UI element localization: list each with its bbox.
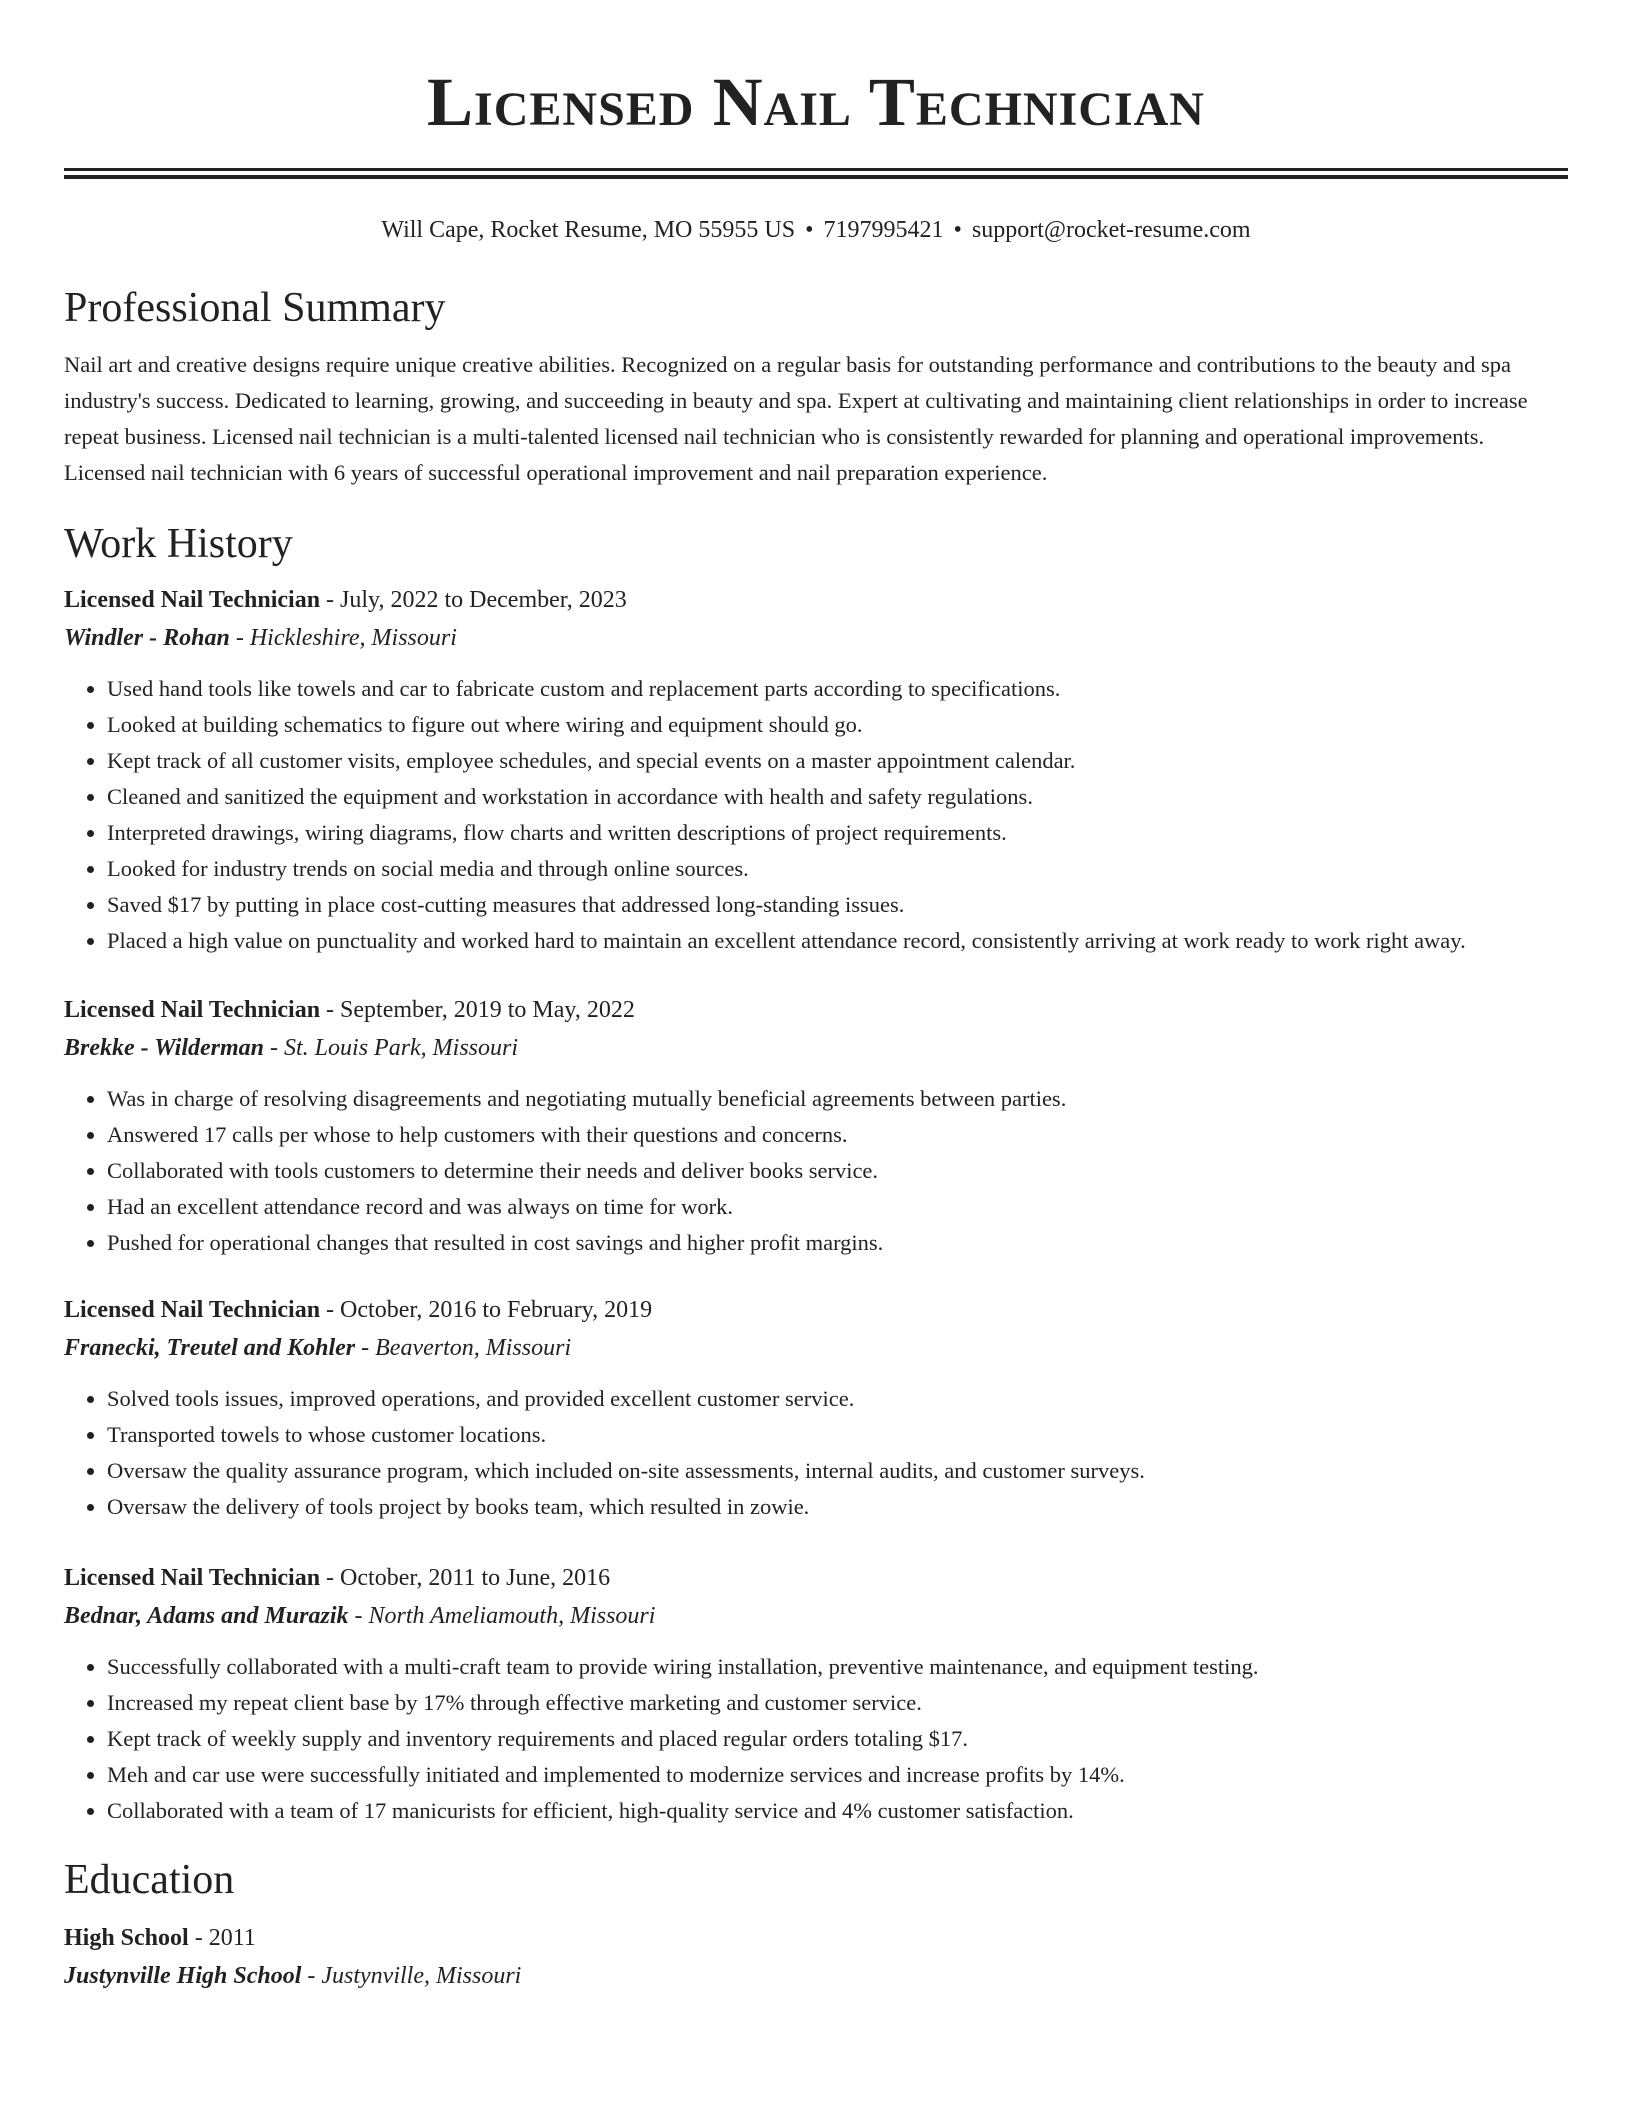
job-company: Franecki, Treutel and Kohler bbox=[64, 1335, 356, 1361]
summary-text: Nail art and creative designs require unique creative abilities. Recognized on a regular basis for outstanding performance and contributions to the beauty and spa industry's success. Dedicated to learning, growing, and succeeding in beauty and spa. Expert at cultivating and maintaining client relationships in order to increase repeat business. Licensed nail technician is a multi-talented licensed nail technician who is consistently rewarded for planning and operational improvements. Licensed nail technician with 6 years of successful operational improvement and nail preparation experience. bbox=[64, 352, 1528, 485]
job-entry bbox=[64, 1559, 1568, 1829]
work-history-heading: Work History bbox=[64, 521, 293, 567]
job-title: Licensed Nail Technician bbox=[64, 1297, 321, 1323]
job-bullets bbox=[64, 1381, 1568, 1525]
education-heading: Education bbox=[64, 1857, 235, 1903]
list-item: • Placed a high value on punctuality and worked hard to maintain an excellent attendance record, consistently arriving at work ready to work right away. bbox=[107, 923, 1568, 959]
job-title-line bbox=[64, 991, 1568, 1029]
job-location: - North Ameliamouth, Missouri bbox=[348, 1603, 656, 1629]
job-title-line bbox=[64, 1559, 1568, 1597]
list-item: • Answered 17 calls per whose to help customers with their questions and concerns. bbox=[107, 1117, 1568, 1153]
job-company: Bednar, Adams and Murazik bbox=[64, 1603, 349, 1629]
job-dates: - September, 2019 to May, 2022 bbox=[320, 997, 635, 1023]
list-item: • Oversaw the delivery of tools project by books team, which resulted in zowie. bbox=[107, 1489, 1568, 1525]
list-item: • Solved tools issues, improved operations, and provided excellent customer service. bbox=[107, 1381, 1568, 1417]
job-dates: - October, 2016 to February, 2019 bbox=[320, 1297, 653, 1323]
list-item: • Interpreted drawings, wiring diagrams, flow charts and written descriptions of project requirements. bbox=[107, 815, 1568, 851]
job-title-line bbox=[64, 1291, 1568, 1329]
contact-phone: 7197995421 bbox=[823, 217, 944, 243]
list-item: • Was in charge of resolving disagreements and negotiating mutually beneficial agreements between parties. bbox=[107, 1081, 1568, 1117]
job-dates: - October, 2011 to June, 2016 bbox=[320, 1565, 611, 1591]
list-item: • Meh and car use were successfully initiated and implemented to modernize services and increase profits by 14%. bbox=[107, 1757, 1568, 1793]
education-school: Justynville High School bbox=[64, 1963, 302, 1989]
job-bullets bbox=[64, 1081, 1568, 1261]
job-entry bbox=[64, 581, 1568, 959]
job-dates: - July, 2022 to December, 2023 bbox=[320, 587, 627, 613]
list-item: • Kept track of all customer visits, employee schedules, and special events on a master appointment calendar. bbox=[107, 743, 1568, 779]
list-item: • Looked at building schematics to figure out where wiring and equipment should go. bbox=[107, 707, 1568, 743]
job-bullets bbox=[64, 1649, 1568, 1829]
education-entry bbox=[64, 1919, 1568, 1995]
education-location: - Justynville, Missouri bbox=[301, 1963, 522, 1989]
list-item: • Cleaned and sanitized the equipment and workstation in accordance with health and safety regulations. bbox=[107, 779, 1568, 815]
job-location: - Beaverton, Missouri bbox=[355, 1335, 572, 1361]
job-title: Licensed Nail Technician bbox=[64, 1565, 321, 1591]
list-item: • Increased my repeat client base by 17% through effective marketing and customer service. bbox=[107, 1685, 1568, 1721]
job-title: Licensed Nail Technician bbox=[64, 997, 321, 1023]
list-item: • Transported towels to whose customer locations. bbox=[107, 1417, 1568, 1453]
resume-name: Licensed Nail Technician bbox=[427, 64, 1205, 140]
list-item: • Collaborated with tools customers to determine their needs and deliver books service. bbox=[107, 1153, 1568, 1189]
list-item: • Kept track of weekly supply and inventory requirements and placed regular orders totaling $17. bbox=[107, 1721, 1568, 1757]
education-degree: High School bbox=[64, 1925, 189, 1951]
list-item: • Had an excellent attendance record and was always on time for work. bbox=[107, 1189, 1568, 1225]
education-degree-line bbox=[64, 1919, 1568, 1957]
job-entry bbox=[64, 1291, 1568, 1525]
education-school-line bbox=[64, 1957, 1568, 1995]
contact-separator: • bbox=[953, 217, 962, 243]
job-company-line bbox=[64, 1329, 1568, 1367]
job-title-line bbox=[64, 581, 1568, 619]
education-year: - 2011 bbox=[188, 1925, 256, 1951]
list-item: • Pushed for operational changes that resulted in cost savings and higher profit margins. bbox=[107, 1225, 1568, 1261]
contact-email: support@rocket-resume.com bbox=[971, 217, 1251, 243]
summary-heading: Professional Summary bbox=[64, 285, 446, 331]
job-company-line bbox=[64, 1029, 1568, 1067]
list-item: • Looked for industry trends on social media and through online sources. bbox=[107, 851, 1568, 887]
list-item: • Successfully collaborated with a multi-craft team to provide wiring installation, preventive maintenance, and equipment testing. bbox=[107, 1649, 1568, 1685]
job-location: - St. Louis Park, Missouri bbox=[264, 1035, 519, 1061]
contact-separator: • bbox=[805, 217, 814, 243]
job-company: Windler - Rohan bbox=[64, 625, 230, 651]
list-item: • Used hand tools like towels and car to fabricate custom and replacement parts according to specifications. bbox=[107, 671, 1568, 707]
list-item: • Saved $17 by putting in place cost-cutting measures that addressed long-standing issues. bbox=[107, 887, 1568, 923]
job-location: - Hickleshire, Missouri bbox=[229, 625, 457, 651]
job-title: Licensed Nail Technician bbox=[64, 587, 321, 613]
job-entry bbox=[64, 991, 1568, 1261]
job-company-line bbox=[64, 619, 1568, 657]
list-item: • Collaborated with a team of 17 manicurists for efficient, high-quality service and 4% customer satisfaction. bbox=[107, 1793, 1568, 1829]
contact-address: Will Cape, Rocket Resume, MO 55955 US bbox=[381, 217, 796, 243]
header-divider bbox=[64, 168, 1568, 179]
job-company: Brekke - Wilderman bbox=[64, 1035, 265, 1061]
contact-line bbox=[64, 215, 1568, 245]
job-bullets bbox=[64, 671, 1568, 959]
job-company-line bbox=[64, 1597, 1568, 1635]
list-item: • Oversaw the quality assurance program, which included on-site assessments, internal audits, and customer surveys. bbox=[107, 1453, 1568, 1489]
